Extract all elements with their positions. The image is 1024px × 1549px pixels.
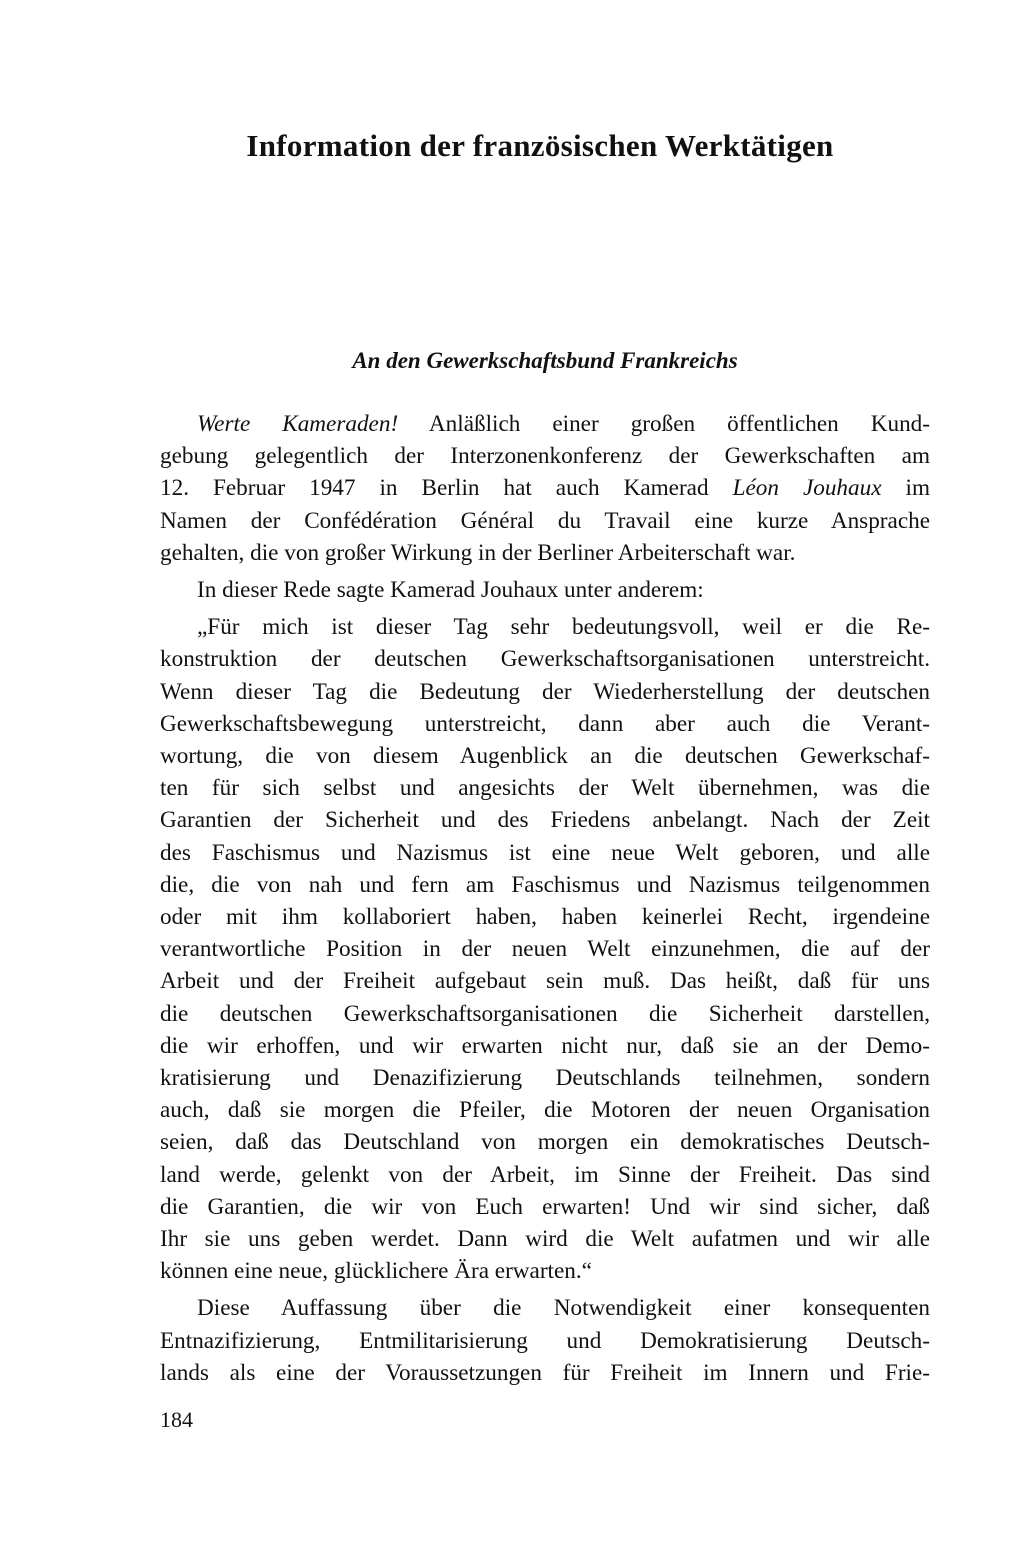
- text-line: land werde, gelenkt von der Arbeit, im Sinne der Freiheit. Das sind: [160, 1161, 930, 1188]
- text-line: Ihr sie uns geben werdet. Dann wird die Welt aufatmen und wir alle: [160, 1226, 930, 1253]
- text-line: „Für mich ist dieser Tag sehr bedeutungsvoll, weil er die Re-: [197, 614, 930, 641]
- paragraph-final: [160, 1292, 930, 1389]
- text-line: konstruktion der deutschen Gewerkschaftsorganisationen unterstreicht.: [160, 646, 930, 673]
- text-line: gebung gelegentlich der Interzonenkonferenz der Gewerkschaften am: [160, 443, 930, 470]
- paragraph-salutation: [160, 408, 930, 569]
- text-line: 12. Februar 1947 in Berlin hat auch Kamerad Léon Jouhaux im: [160, 475, 930, 502]
- person-name: Léon Jouhaux: [732, 475, 882, 502]
- letter-heading: An den Gewerkschaftsbund Frankreichs: [352, 348, 738, 373]
- chapter-title: Information der französischen Werktätigen: [246, 128, 834, 163]
- paragraph-quote: [160, 611, 930, 1287]
- text-line: Namen der Confédération Général du Travail eine kurze Ansprache: [160, 507, 930, 534]
- salutation: Werte Kameraden!: [197, 411, 399, 437]
- page-number: 184: [160, 1407, 193, 1432]
- text-line: oder mit ihm kollaboriert haben, haben keinerlei Recht, irgendeine: [160, 904, 930, 931]
- text-line: die Garantien, die wir von Euch erwarten! Und wir sind sicher, daß: [160, 1193, 930, 1220]
- text-line: die, die von nah und fern am Faschismus und Nazismus teilgenommen: [160, 871, 930, 898]
- text-line: Wenn dieser Tag die Bedeutung der Wiederherstellung der deutschen: [160, 678, 930, 705]
- text-line: verantwortliche Position in der neuen Welt einzunehmen, die auf der: [160, 936, 930, 963]
- paragraph-intro-quote: [160, 574, 930, 606]
- text-line: Entnazifizierung, Entmilitarisierung und Demokratisierung Deutsch-: [160, 1327, 930, 1354]
- text-line: die deutschen Gewerkschaftsorganisationen die Sicherheit darstellen,: [160, 1000, 930, 1027]
- text-line: In dieser Rede sagte Kamerad Jouhaux unter anderem:: [197, 577, 704, 604]
- text-line: des Faschismus und Nazismus ist eine neue Welt geboren, und alle: [160, 839, 930, 866]
- body-text: [160, 408, 930, 1389]
- text-line: lands als eine der Voraussetzungen für Freiheit im Innern und Frie-: [160, 1359, 930, 1386]
- text-line: seien, daß das Deutschland von morgen ein demokratisches Deutsch-: [160, 1129, 930, 1156]
- text-line: wortung, die von diesem Augenblick an die deutschen Gewerkschaf-: [160, 743, 930, 770]
- text-line: gehalten, die von großer Wirkung in der Berliner Arbeiterschaft war.: [160, 539, 796, 566]
- text-line: Diese Auffassung über die Notwendigkeit einer konsequenten: [197, 1295, 930, 1322]
- text-line: Gewerkschaftsbewegung unterstreicht, dann aber auch die Verant-: [160, 710, 930, 737]
- text-line: Garantien der Sicherheit und des Friedens anbelangt. Nach der Zeit: [160, 807, 930, 834]
- text-line: Arbeit und der Freiheit aufgebaut sein muß. Das heißt, daß für uns: [160, 968, 930, 995]
- text-line: die wir erhoffen, und wir erwarten nicht nur, daß sie an der Demo-: [160, 1032, 930, 1059]
- text-line: kratisierung und Denazifizierung Deutschlands teilnehmen, sondern: [160, 1065, 930, 1092]
- text-line: ten für sich selbst und angesichts der Welt übernehmen, was die: [160, 775, 930, 802]
- text-line: auch, daß sie morgen die Pfeiler, die Motoren der neuen Organisation: [160, 1097, 930, 1124]
- text-line: können eine neue, glücklichere Ära erwarten.“: [160, 1258, 592, 1285]
- text-line: Werte Kameraden! Anläßlich einer großen öffentlichen Kund-: [197, 411, 930, 437]
